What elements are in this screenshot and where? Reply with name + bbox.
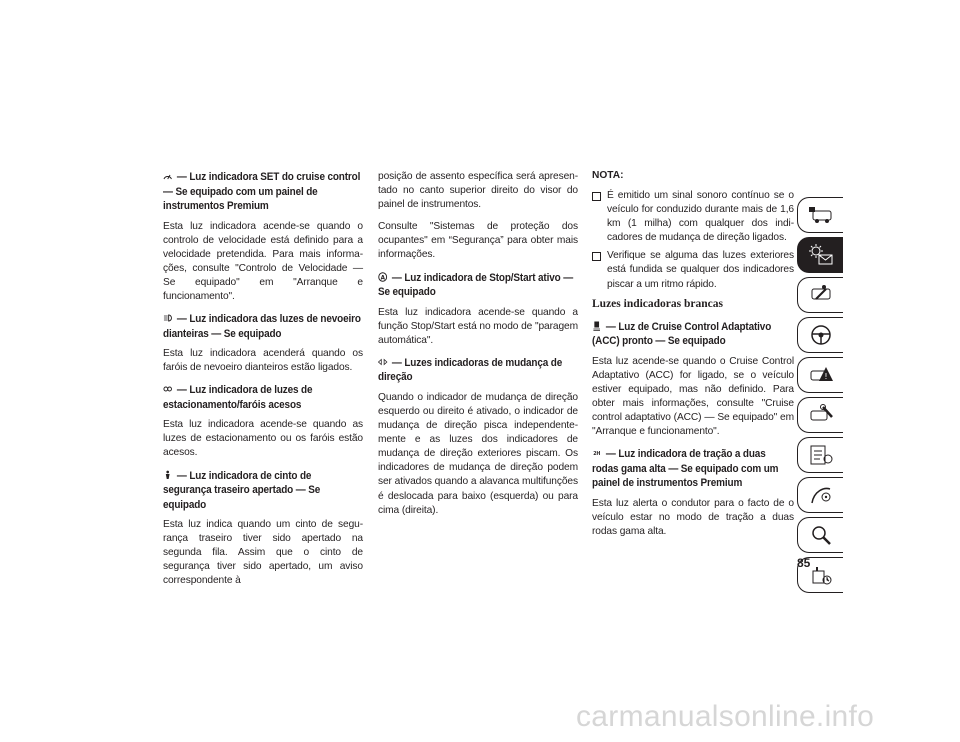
section-heading-white-lights: Luzes indicadoras brancas: [592, 297, 723, 310]
note-bullet-1: É emitido um sinal sonoro contínuo se o veículo for conduzido durante mais de 1,6 km (1 milha) com qualquer dos indi-cadores de mudança de direção ligados.: [592, 189, 794, 245]
note-bullet-2: Verifique se alguma das luzes exteriores está fundida se qualquer dos indicadores piscar a um ritmo rápido.: [592, 249, 794, 291]
watermark-text[interactable]: carmanualsonline.info: [576, 700, 875, 733]
paragraph-cruise-set: Esta luz indicadora acende-se quando o controlo de velocidade está definido para a velocidade pretendida. Para mais informa-ções, consulte "Controlo de Velocidade — Se equipado" em "Arranque e funcionamento".: [163, 220, 363, 302]
tab-safety[interactable]: [797, 277, 843, 313]
paragraph-acc-ready: Esta luz acende-se quando o Cruise Control Adaptativo (ACC) for ligado, se o veículo estiver equipado, mas não definido. Para obter mais informações, consulte "Cruise control adaptativo (ACC) — Se equipado" em "Arranque e funcionamento".: [592, 355, 794, 438]
service-tab-icon: [808, 403, 834, 427]
steering-wheel-tab-icon: [808, 323, 834, 347]
emergency-tab-icon: [808, 363, 834, 387]
column-left: [163, 170, 363, 597]
turn-signal-icon: [378, 357, 387, 367]
index-search-tab-icon: [808, 523, 834, 547]
svg-text:A: A: [380, 274, 385, 282]
heading-two-wheel-high: 2H — Luz indicadora de tração a duas rodas gama alta — Se equipado com um painel de instrumentos Premium: [592, 448, 779, 490]
paragraph-stop-start: Esta luz indicadora acende-se quando a função Stop/Start está no modo de "paragem automática".: [378, 306, 578, 346]
paragraph-occupant-protection: Consulte "Sistemas de proteção dos ocupantes" em “Segurança” para obter mais informações.: [378, 221, 578, 261]
vehicle-tab-icon: [808, 203, 834, 227]
page-number: 85: [797, 556, 811, 570]
heading-acc-ready: — Luz de Cruise Control Adaptativo (ACC) pronto — Se equipado: [592, 320, 772, 348]
heading-front-fog: — Luz indicadora das luzes de nevoeiro dianteiras — Se equipado: [163, 313, 361, 340]
tab-multimedia[interactable]: [797, 477, 843, 513]
tab-service[interactable]: [797, 397, 843, 433]
paragraph-seatbelt-continued: posição de assento específica será apresen-tado no canto superior direito do visor do painel de instrumentos.: [378, 171, 578, 211]
heading-parking-lights: — Luz indicadora de luzes de estacionamento/faróis acesos: [163, 384, 313, 411]
column-middle: [378, 170, 578, 526]
tab-emergency[interactable]: [797, 357, 843, 393]
paragraph-parking-lights: Esta luz indicadora acende-se quando as luzes de estacionamento ou os faróis estão acesos.: [163, 419, 363, 459]
heading-stop-start: A — Luz indicadora de Stop/Start ativo — Se equipado: [378, 271, 574, 299]
tab-index-search[interactable]: [797, 517, 843, 553]
rear-seatbelt-icon: [163, 470, 172, 480]
heading-turn-signals: — Luzes indicadoras de mudança de direção: [378, 356, 563, 384]
two-wheel-drive-high-icon: [592, 448, 601, 458]
tab-specifications[interactable]: [797, 437, 843, 473]
front-fog-light-icon: [163, 313, 172, 323]
cruise-set-icon: [163, 171, 172, 181]
specifications-tab-icon: [808, 443, 834, 467]
heading-rear-seatbelt: — Luz indicadora de cinto de segurança traseiro apertado — Se equipado: [163, 469, 321, 511]
parking-light-icon: [163, 384, 172, 394]
paragraph-front-fog: Esta luz indicadora acenderá quando os faróis de nevoeiro dianteiros estão ligados.: [163, 348, 363, 374]
paragraph-rear-seatbelt: Esta luz indica quando um cinto de segu-rança traseiro tiver sido apertado na segunda fila. Assim que o cinto de segurança tiver sido apertado, um aviso correspondente à: [163, 519, 363, 587]
tab-vehicle[interactable]: [797, 197, 843, 233]
multimedia-tab-icon: [808, 483, 834, 507]
paragraph-turn-signals: Quando o indicador de mudança de direção esquerdo ou direito é ativado, o indicador de mudança de direção pisca independente-mente e as luzes dos indicadores de mudança de direção exteriores piscam. Os indicadores de mudança de direção podem ser ativados quando a alavanca multifunções é deslocada para baixo (esquerda) ou para cima (direita).: [378, 391, 578, 516]
paragraph-two-wheel-high: Esta luz alerta o condutor para o facto de o veículo estar no modo de tração a duas rodas gama alta.: [592, 497, 794, 537]
tab-warning-lights[interactable]: [797, 237, 843, 273]
heading-cruise-set: — Luz indicadora SET do cruise control — Se equipado com um painel de instrumentos Premium: [163, 171, 361, 212]
bullet-box-icon: [592, 192, 601, 201]
bullet-box-icon: [592, 252, 601, 261]
svg-text:!: !: [824, 372, 828, 381]
customer-assistance-tab-icon: [808, 563, 834, 587]
chapter-tabs: [797, 197, 843, 597]
column-right: [592, 170, 794, 547]
tab-steering-wheel[interactable]: [797, 317, 843, 353]
safety-tab-icon: [808, 283, 834, 307]
svg-text:2H: 2H: [593, 451, 601, 458]
stop-start-icon: [378, 272, 387, 282]
warning-lights-tab-icon: [808, 243, 834, 267]
note-label: NOTA:: [592, 170, 624, 181]
acc-ready-icon: [592, 321, 601, 331]
